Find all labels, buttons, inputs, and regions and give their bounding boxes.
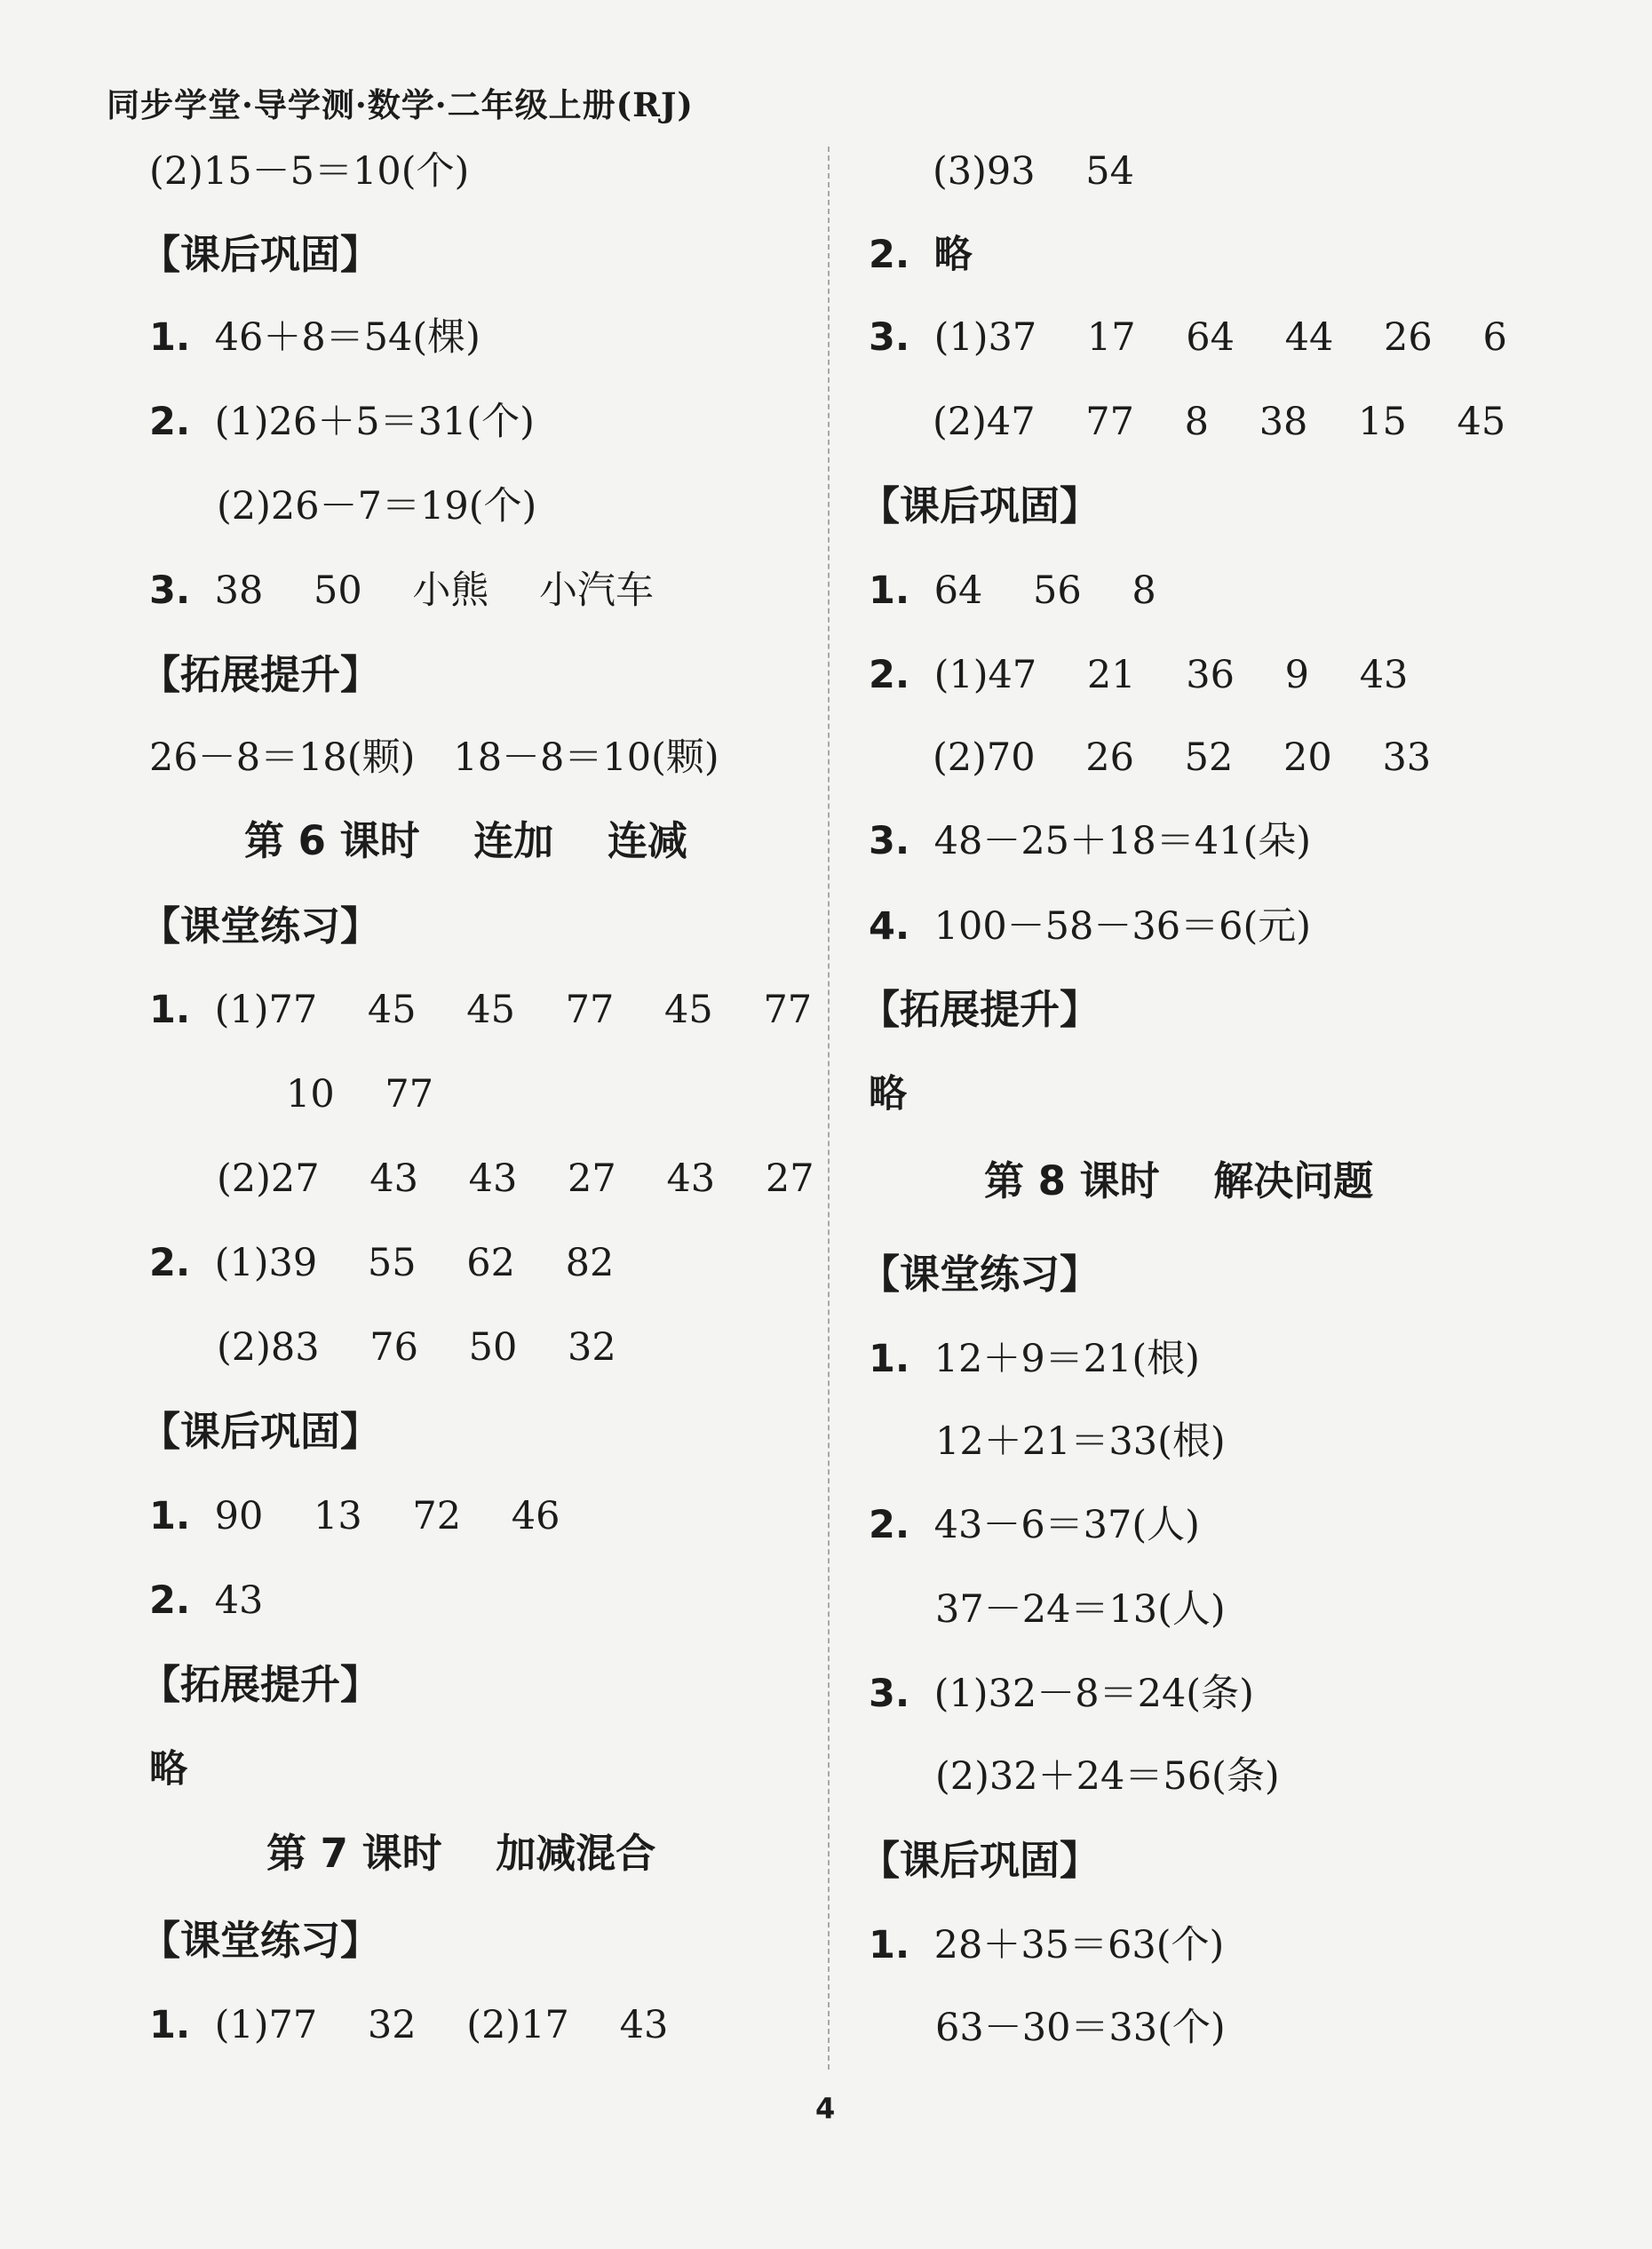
answer-line [869,819,1311,863]
answer-line: 26－8＝18(颗) 18－8＝10(颗) [149,735,719,780]
answer-line: 10 77 [286,1072,434,1117]
answer-line: (2)83 76 50 32 [217,1325,616,1370]
answer-text: 43 [214,1578,264,1623]
answer-line: (2)15－5＝10(个) [149,149,470,194]
item-number: 1. [149,988,191,1032]
item-number: 2. [869,233,910,277]
answer-line: (2)27 43 43 27 43 27 [217,1156,814,1201]
section-heading: 【课堂练习】 [860,1251,1100,1298]
answer-line: 37－24＝13(人) [935,1587,1226,1632]
answer-text: (1)77 45 45 77 45 77 [214,988,813,1032]
item-number: 1. [869,1923,910,1967]
book-title-header: 同步学堂·导学测·数学·二年级上册(RJ) [107,85,694,124]
item-number: 1. [149,315,191,360]
answer-line [869,1672,1254,1716]
answer-line: 12＋21＝33(根) [935,1419,1226,1464]
page-number: 4 [815,2092,836,2126]
section-heading: 【课后巩固】 [860,482,1100,529]
item-number: 2. [869,1503,910,1547]
answer-line [869,653,1408,697]
answer-text: (1)39 55 62 82 [214,1241,615,1285]
item-number: 3. [869,819,910,863]
section-heading: 【拓展提升】 [140,651,381,698]
answer-line [869,904,1311,949]
lesson-title: 第 8 课时 解决问题 [984,1157,1374,1204]
answer-line: 略 [149,1747,187,1792]
answer-line [869,1337,1200,1381]
answer-line: 63－30＝33(个) [935,2006,1226,2050]
item-number: 2. [149,400,191,444]
answer-text: 28＋35＝63(个) [933,1923,1225,1967]
answer-line [869,315,1507,360]
column-divider [828,147,830,2070]
answer-text: (1)47 21 36 9 43 [933,653,1409,697]
answer-text: 64 56 8 [933,568,1156,613]
item-number: 1. [149,2003,191,2047]
answer-line: (2)26－7＝19(个) [217,484,537,528]
section-heading: 【拓展提升】 [140,1661,381,1708]
answer-text: 略 [933,233,973,277]
lesson-title: 第 7 课时 加减混合 [266,1830,656,1877]
answer-line: 略 [869,1072,907,1117]
item-number: 4. [869,904,910,949]
answer-line: (3)93 54 [933,149,1135,194]
section-heading: 【课后巩固】 [860,1837,1100,1884]
lesson-title: 第 6 课时 连加 连减 [244,817,687,864]
section-heading: 【课堂练习】 [140,1917,381,1964]
answer-text: 90 13 72 46 [214,1494,560,1538]
item-number: 1. [149,1494,191,1538]
section-heading: 【课堂练习】 [140,902,381,950]
item-number: 2. [869,653,910,697]
answer-text: 48－25＋18＝41(朵) [933,819,1312,863]
item-number: 1. [869,1337,910,1381]
answer-line [869,1503,1200,1547]
item-number: 2. [149,1241,191,1285]
item-number: 3. [149,568,191,613]
answer-line [869,233,973,277]
answer-text: 43－6＝37(人) [933,1503,1200,1547]
answer-line [869,1923,1224,1967]
item-number: 3. [869,315,910,360]
item-number: 3. [869,1672,910,1716]
answer-text: 46＋8＝54(棵) [214,315,481,360]
answer-line: (2)32＋24＝56(条) [935,1754,1280,1799]
answer-text: 12＋9＝21(根) [933,1337,1200,1381]
answer-text: (1)37 17 64 44 26 6 [933,315,1507,360]
item-number: 1. [869,568,910,613]
answer-text: (1)26＋5＝31(个) [214,400,535,444]
answer-line: (2)70 26 52 20 33 [933,735,1432,780]
section-heading: 【课后巩固】 [140,231,381,278]
answer-text: 38 50 小熊 小汽车 [214,568,655,613]
answer-text: (1)32－8＝24(条) [933,1672,1254,1716]
answer-text: (1)77 32 (2)17 43 [214,2003,669,2047]
answer-line: (2)47 77 8 38 15 45 [933,400,1506,444]
answer-line [869,568,1156,613]
section-heading: 【课后巩固】 [140,1408,381,1455]
item-number: 2. [149,1578,191,1623]
answer-text: 100－58－36＝6(元) [933,904,1312,949]
section-heading: 【拓展提升】 [860,986,1100,1033]
